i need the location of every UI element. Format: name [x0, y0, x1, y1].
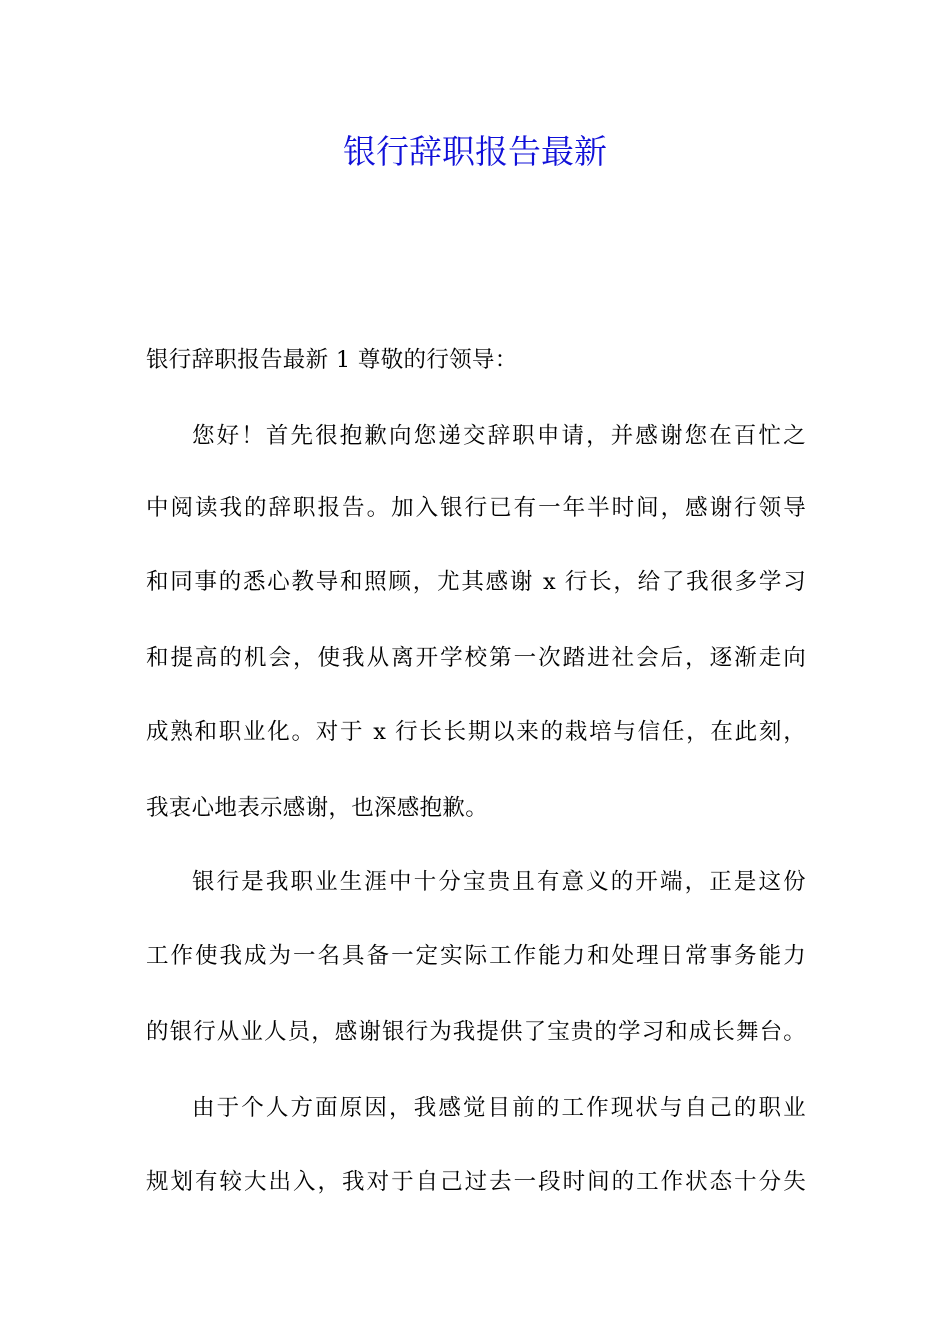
text-line-12: 规划有较大出入，我对于自己过去一段时间的工作状态十分失: [146, 1169, 806, 1195]
text-line-4: 和同事的悉心教导和照顾，尤其感谢 x 行长，给了我很多学习: [146, 569, 806, 595]
text-line-8: 银行是我职业生涯中十分宝贵且有意义的开端，正是这份: [192, 869, 806, 895]
text-line-1: 银行辞职报告最新 1 尊敬的行领导：: [146, 347, 518, 373]
text-line-7: 我衷心地表示感谢，也深感抱歉。: [146, 795, 489, 821]
text-line-9: 工作使我成为一名具备一定实际工作能力和处理日常事务能力: [146, 943, 806, 969]
text-line-5: 和提高的机会，使我从离开学校第一次踏进社会后，逐渐走向: [146, 645, 806, 671]
text-line-2: 您好！首先很抱歉向您递交辞职申请，并感谢您在百忙之: [192, 423, 806, 449]
document-title: 银行辞职报告最新: [343, 132, 607, 171]
text-line-3: 中阅读我的辞职报告。加入银行已有一年半时间，感谢行领导: [146, 495, 806, 521]
text-line-10: 的银行从业人员，感谢银行为我提供了宝贵的学习和成长舞台。: [146, 1019, 806, 1045]
text-line-11: 由于个人方面原因，我感觉目前的工作现状与自己的职业: [192, 1095, 806, 1121]
text-line-6: 成熟和职业化。对于 x 行长长期以来的栽培与信任，在此刻，: [146, 719, 806, 745]
